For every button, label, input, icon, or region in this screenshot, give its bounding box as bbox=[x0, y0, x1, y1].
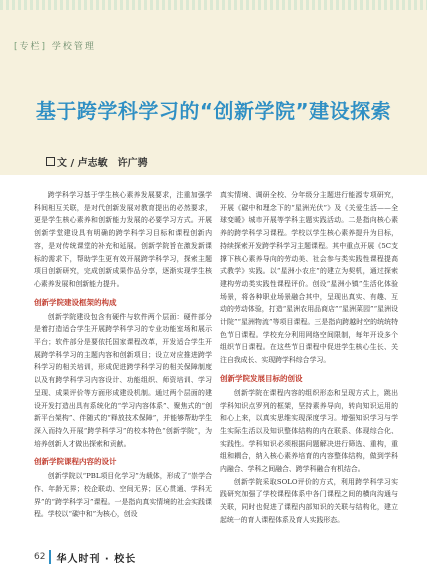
column-tag: [专栏] 学校管理 bbox=[14, 42, 96, 52]
header-band bbox=[0, 0, 427, 175]
goals-paragraph: 创新学院在课程内容的组织形态和呈现方式上，跳出学科知识点罗列的框架，坚持素养导向，转向知识运用的和心上来，以真实思维实现深度学习。增强知识学习与学生实际生活以及知识整体结构的内在联系、体现综合化、实践性。学科知识必须根据问题解决进行筛选、重构，重组和耦合，纳入核心素养培育的内容整体结构，做到学科内融合、学科之间融合、跨学科融合有机结合。 bbox=[220, 388, 398, 474]
authors-line bbox=[46, 154, 148, 169]
header-stripe bbox=[0, 0, 427, 10]
right-column bbox=[220, 189, 398, 527]
curriculum-continued-paragraph: 真实情境、调研全校、分年级分主题进行能源专项研究，开展《碳中和理念下的“星洲光伏”》及《关爱生活——全球变暖》城市开展等学科主题实践活动。二是指向核心素养的跨学科学习课程。学校以学生核心素养提升为目标，持续探索开发跨学科学习主题课程。其中重点开展《5C支撑下核心素养导向的劳动美、社会参与类实践性课程提高式教学》实践。以“星洲小农庄”的建立为契机，通过探索建构劳动类实践性课程评价。创设“星洲小镇”生活化体验场景，将各种职业场景融合其中，呈现出真实、有趣、互动的劳动体验，打造“星洲农用品商店”“星洲菜园”“星洲设计院”“星洲物流”等项目课程。三是指向跨越时空的统统特色节日课程。学校充分利用网络空间限制，每年开设多个组织节日课程。在这些节日课程中促进学生核心生长、关注自我成长、实现跨学科综合学习。 bbox=[220, 191, 398, 365]
left-column bbox=[34, 189, 212, 521]
magazine-name: 华人时刊 · 校长 bbox=[56, 553, 137, 565]
section-heading-curriculum: 创新学院课程内容的设计 bbox=[34, 457, 117, 467]
page-number: 62 bbox=[34, 552, 46, 562]
section-heading-framework: 创新学院建设框架的构成 bbox=[34, 297, 117, 307]
article-title: 基于跨学科学习的“创新学院”建设探索 bbox=[35, 99, 392, 123]
square-icon bbox=[46, 157, 55, 166]
footer-divider bbox=[49, 550, 51, 564]
intro-paragraph: 跨学科学习基于学生核心素养发展要求，注重加强学科间相互关联，是对代创新发展对教育提出的必然要求，更是学生核心素养和创新能力发展的必要学习方式。开展创新学堂建设具有明确的跨学科学习目标和课程创新内容，是对传统课堂的补充和延展。创新学院旨在激发新课标的需求下，帮助学生更有效开展跨学科学习，探索主题项目创新研究，完成创新成果作品分享，逐渐实现学生核心素养发展和创新能力提升。 bbox=[34, 191, 212, 288]
page-footer bbox=[34, 548, 136, 566]
authors-text: 文 / 卢志敏 许广骋 bbox=[57, 158, 148, 169]
framework-paragraph: 创新学院建设包含有硬件与软件两个层面：硬件部分是着打造适合学生开展跨学科学习的专业功能室场和展示平台；软件部分是要依托国家课程改革，开发适合学生开展跨学科学习的主题内容和创新项目；设立对应推进跨学科学习的相关培训，形成促进跨学科学习的相关保障制度以及有跨学科学习内容设计、功能组织、师资培训、学习呈现、成果评价等方面形成建设机制。通过两个层面的建设开发打造出具有系统化的“学习内容体系”、聚焦式的“创新平台架构”、伴随式的“释放技术保障”，并能够帮助学生深入而持久开展“跨学科学习”的校本特色“创新学院”，为培养创新人才做出探索和贡献。 bbox=[34, 312, 212, 448]
curriculum-paragraph: 创新学院以“PBL项目化学习”为载体，形成了“崇学合作、年龄无界；校企联动、空间无界；区心贯通、学科无界”的“跨学科学习”课程。一是指向真实情境的社会实践课程。学校以“碳中和”为核心，创设 bbox=[34, 472, 212, 519]
column-name: 学校管理 bbox=[51, 42, 96, 52]
evaluation-paragraph: 创新学院采取SOLO评价的方式，利用跨学科学习实践研究加强了学校课程体系中各门课程之间的横向沟通与关联，同时也促进了课程内部知识的关联与结构化，建立起统一的育人课程体系及育人实践形态。 bbox=[220, 477, 398, 524]
column-tag-label: 专栏 bbox=[19, 42, 42, 52]
section-heading-goals: 创新学院发展目标的创设 bbox=[220, 373, 303, 383]
